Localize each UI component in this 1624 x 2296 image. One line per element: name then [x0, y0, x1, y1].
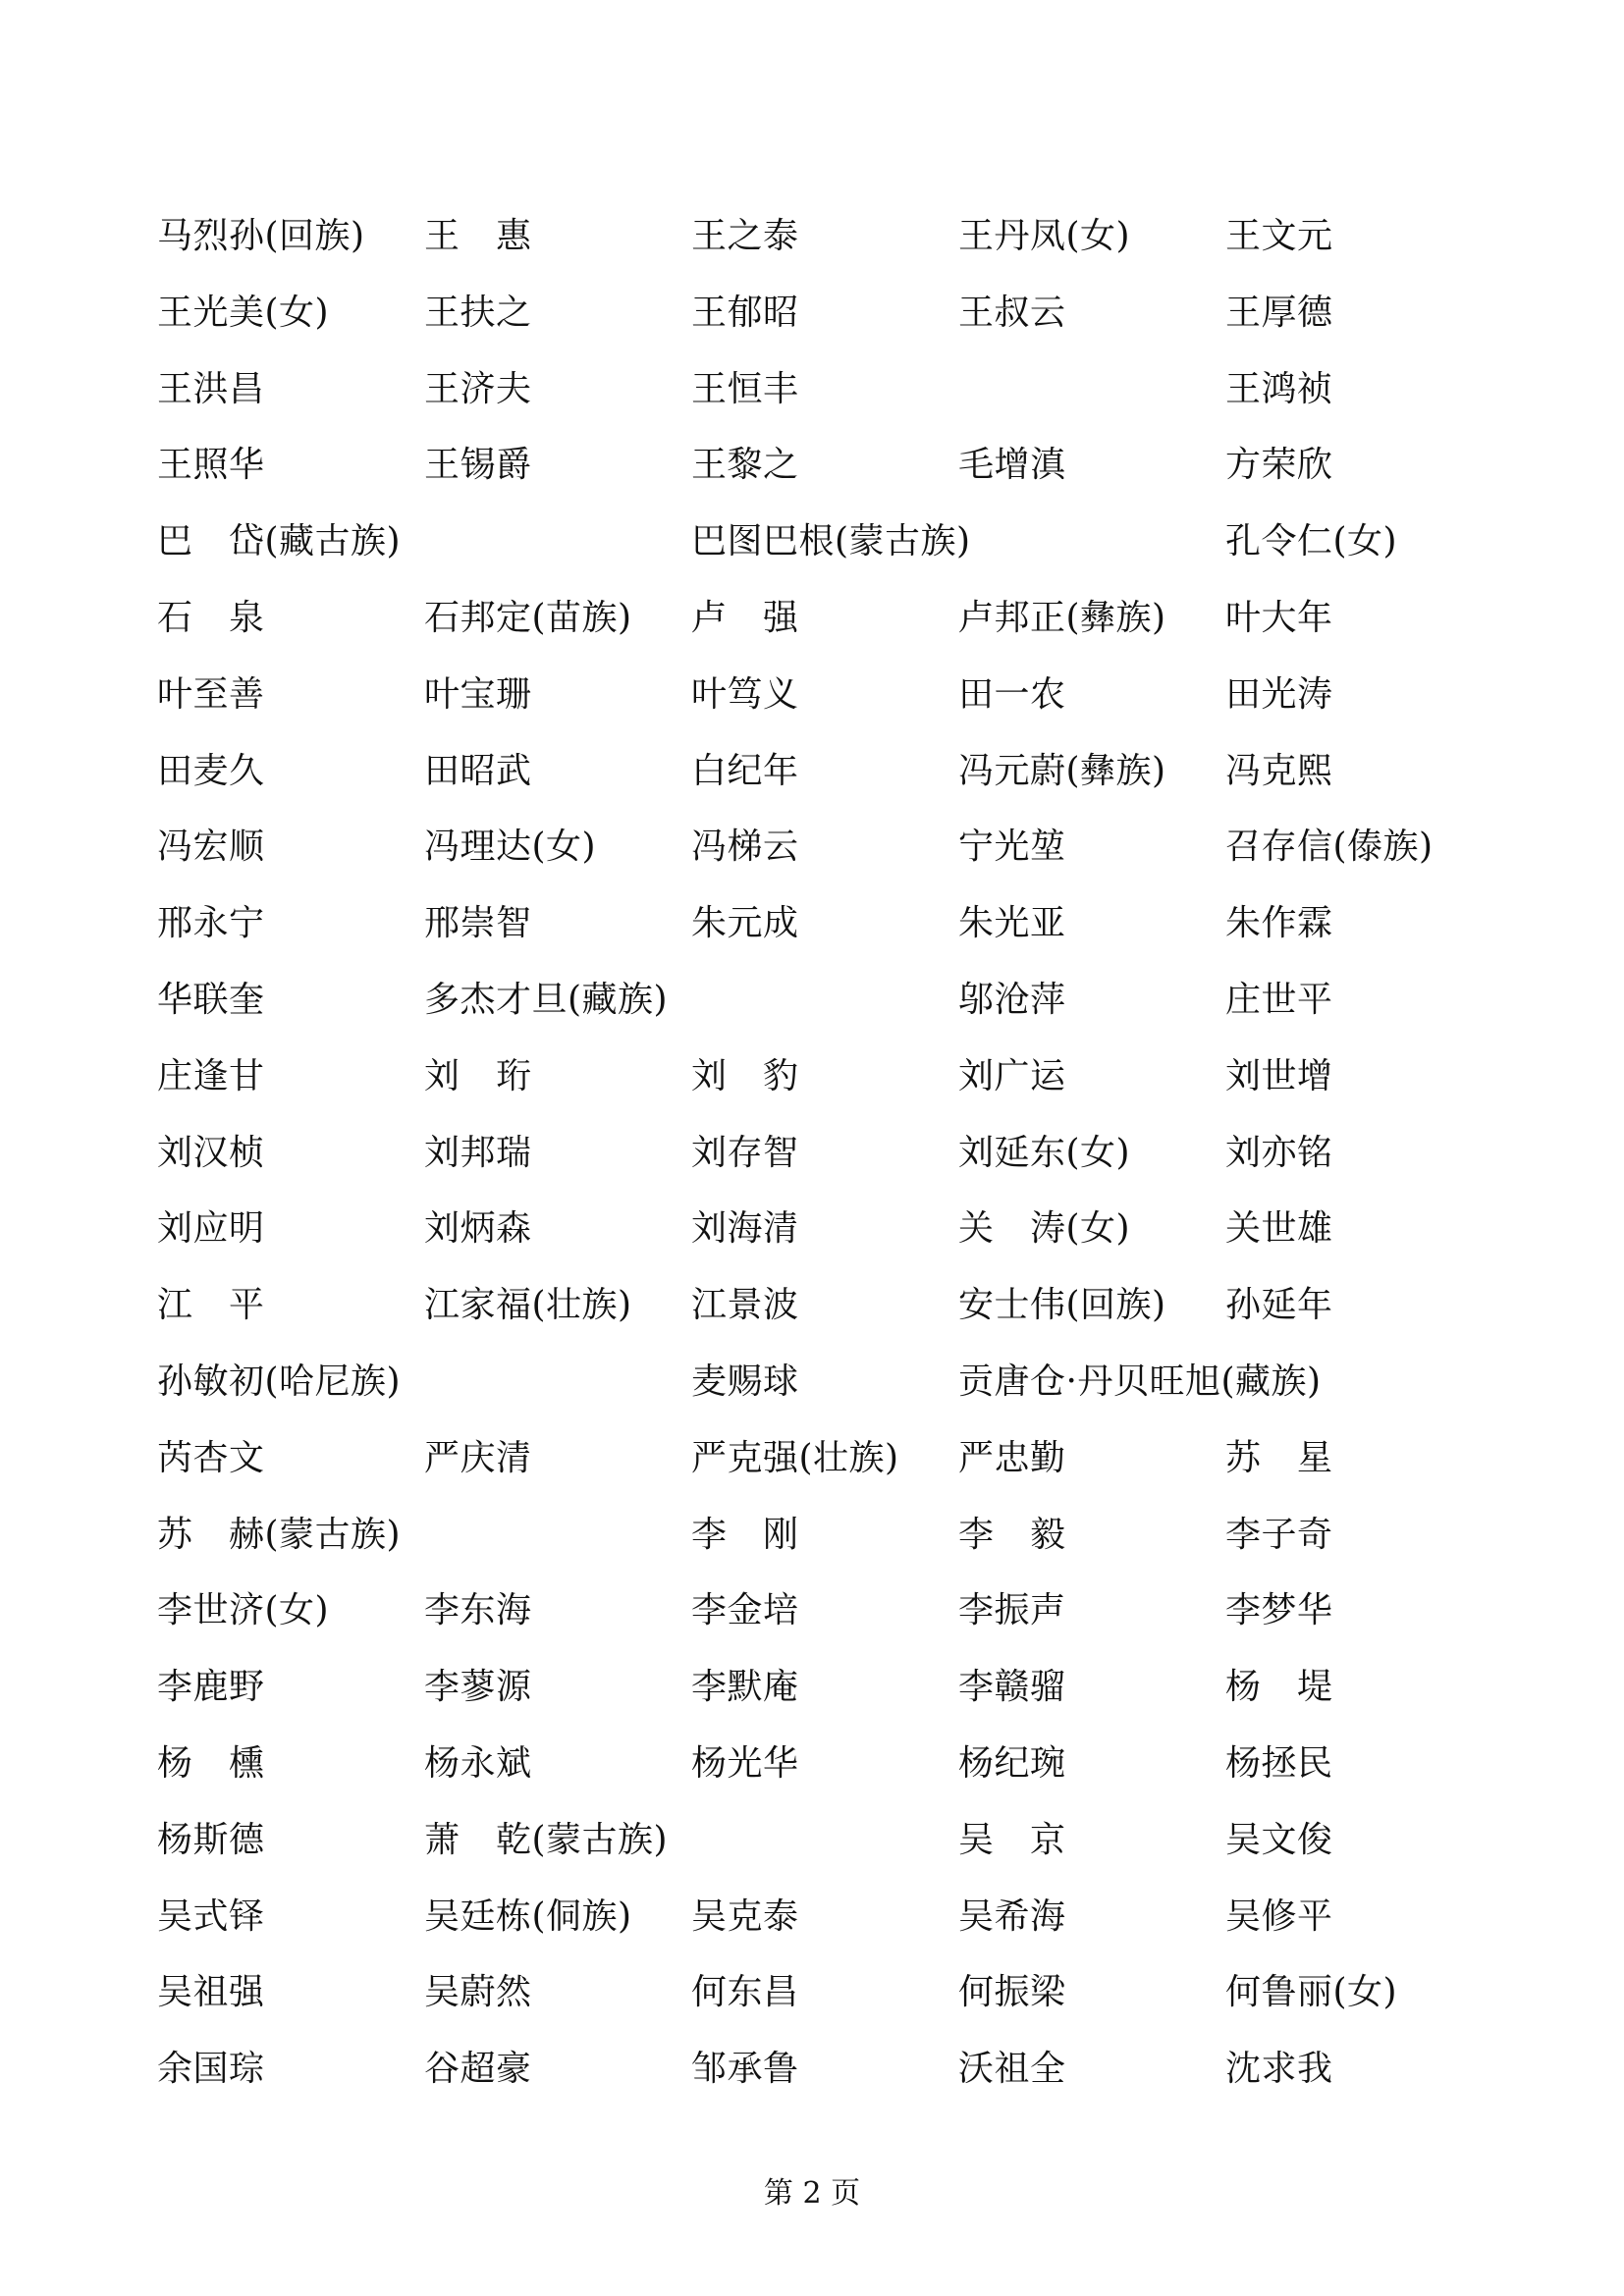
name-entry: 李东海 [424, 1590, 532, 1631]
name-entry: 田麦久 [157, 750, 265, 791]
name-entry: 多杰才旦(藏族) [424, 979, 669, 1020]
name-entry: 田光涛 [1225, 673, 1333, 715]
name-entry: 李蓼源 [424, 1667, 532, 1708]
name-row [157, 201, 1512, 278]
name-entry: 邢永宁 [157, 903, 265, 944]
name-entry: 刘世增 [1225, 1055, 1333, 1096]
name-entry: 宁光堃 [958, 827, 1066, 868]
name-entry: 萧 乾(蒙古族) [424, 1819, 669, 1860]
name-entry: 刘应明 [157, 1208, 265, 1250]
name-entry: 朱作霖 [1225, 903, 1333, 944]
name-entry: 王郁昭 [691, 292, 799, 333]
name-row [157, 1041, 1512, 1118]
name-entry: 毛增滇 [958, 445, 1066, 486]
name-entry: 田昭武 [424, 750, 532, 791]
name-entry: 何东昌 [691, 1972, 799, 2013]
name-row [157, 354, 1512, 431]
name-entry: 刘汉桢 [157, 1132, 265, 1173]
name-entry: 邢崇智 [424, 903, 532, 944]
name-entry: 白纪年 [691, 750, 799, 791]
name-row [157, 1652, 1512, 1729]
name-entry: 吴式铎 [157, 1896, 265, 1937]
name-entry: 孔令仁(女) [1225, 521, 1398, 562]
name-entry: 沈求我 [1225, 2049, 1333, 2090]
name-entry: 冯宏顺 [157, 827, 265, 868]
name-entry: 冯克熙 [1225, 750, 1333, 791]
name-entry: 王 惠 [424, 216, 532, 256]
name-entry: 麦赐球 [691, 1361, 799, 1402]
name-entry: 杨光华 [691, 1742, 799, 1784]
name-entry: 关 涛(女) [958, 1208, 1131, 1250]
name-entry: 石 泉 [157, 597, 265, 638]
name-entry: 江 平 [157, 1285, 265, 1326]
name-entry: 吴克泰 [691, 1896, 799, 1937]
name-entry: 王光美(女) [157, 292, 330, 333]
name-entry: 何振梁 [958, 1972, 1066, 2013]
name-entry: 庄世平 [1225, 979, 1333, 1020]
name-entry: 谷超豪 [424, 2049, 532, 2090]
name-entry: 江景波 [691, 1285, 799, 1326]
name-entry: 冯梯云 [691, 827, 799, 868]
name-entry: 王照华 [157, 445, 265, 486]
name-entry: 刘存智 [691, 1132, 799, 1173]
name-row [157, 1118, 1512, 1195]
name-entry: 李 毅 [958, 1514, 1066, 1555]
name-entry: 巴图巴根(蒙古族) [691, 521, 971, 562]
name-entry: 苏 赫(蒙古族) [157, 1514, 402, 1555]
name-entry: 吴祖强 [157, 1972, 265, 2013]
name-entry: 庄逢甘 [157, 1055, 265, 1096]
name-row [157, 1575, 1512, 1652]
name-entry: 王锡爵 [424, 445, 532, 486]
name-entry: 刘邦瑞 [424, 1132, 532, 1173]
name-entry: 刘延东(女) [958, 1132, 1131, 1173]
name-entry: 王扶之 [424, 292, 532, 333]
name-entry: 王之泰 [691, 216, 799, 256]
name-entry: 巴 岱(藏古族) [157, 521, 402, 562]
name-entry: 王洪昌 [157, 368, 265, 409]
name-entry: 卢 强 [691, 597, 799, 638]
page-number: 第 2 页 [763, 2176, 861, 2211]
name-row [157, 1729, 1512, 1805]
name-entry: 杨斯德 [157, 1819, 265, 1860]
name-row [157, 660, 1512, 736]
name-entry: 叶至善 [157, 673, 265, 715]
name-entry: 王丹凤(女) [958, 216, 1131, 256]
name-entry: 吴蔚然 [424, 1972, 532, 2013]
name-entry: 李 刚 [691, 1514, 799, 1555]
name-entry: 冯理达(女) [424, 827, 597, 868]
name-entry: 杨纪琬 [958, 1742, 1066, 1784]
name-row [157, 965, 1512, 1041]
name-entry: 华联奎 [157, 979, 265, 1020]
name-entry: 李振声 [958, 1590, 1066, 1631]
name-entry: 朱光亚 [958, 903, 1066, 944]
name-entry: 李梦华 [1225, 1590, 1333, 1631]
name-entry: 李金培 [691, 1590, 799, 1631]
name-entry: 王厚德 [1225, 292, 1333, 333]
name-entry: 朱元成 [691, 903, 799, 944]
name-entry: 吴廷栋(侗族) [424, 1896, 632, 1937]
name-entry: 江家福(壮族) [424, 1285, 632, 1326]
name-entry: 方荣欣 [1225, 445, 1333, 486]
name-entry: 苏 星 [1225, 1437, 1333, 1478]
name-entry: 吴希海 [958, 1896, 1066, 1937]
name-entry: 严庆清 [424, 1437, 532, 1478]
name-entry: 刘广运 [958, 1055, 1066, 1096]
name-row [157, 812, 1512, 888]
name-entry: 刘炳森 [424, 1208, 532, 1250]
name-entry: 芮杏文 [157, 1437, 265, 1478]
name-entry: 安士伟(回族) [958, 1285, 1166, 1326]
name-entry: 李默庵 [691, 1667, 799, 1708]
name-row [157, 1194, 1512, 1270]
name-entry: 邬沧萍 [958, 979, 1066, 1020]
name-entry: 严克强(壮族) [691, 1437, 899, 1478]
name-row [157, 1423, 1512, 1500]
name-entry: 刘海清 [691, 1208, 799, 1250]
name-entry: 李子奇 [1225, 1514, 1333, 1555]
name-entry: 叶笃义 [691, 673, 799, 715]
name-entry: 刘亦铭 [1225, 1132, 1333, 1173]
name-entry: 田一农 [958, 673, 1066, 715]
name-entry: 余国琮 [157, 2049, 265, 2090]
name-entry: 杨拯民 [1225, 1742, 1333, 1784]
name-row [157, 1500, 1512, 1576]
name-entry: 王叔云 [958, 292, 1066, 333]
name-entry: 石邦定(苗族) [424, 597, 632, 638]
name-row [157, 430, 1512, 507]
name-entry: 严忠勤 [958, 1437, 1066, 1478]
name-entry: 王鸿祯 [1225, 368, 1333, 409]
name-entry: 吴 京 [958, 1819, 1066, 1860]
name-entry: 李赣骝 [958, 1667, 1066, 1708]
name-row [157, 1347, 1512, 1423]
name-entry: 孙延年 [1225, 1285, 1333, 1326]
name-entry: 杨 堤 [1225, 1667, 1333, 1708]
name-entry: 杨 櫄 [157, 1742, 265, 1784]
name-row [157, 888, 1512, 965]
name-entry: 冯元蔚(彝族) [958, 750, 1166, 791]
name-entry: 李世济(女) [157, 1590, 330, 1631]
name-entry: 马烈孙(回族) [157, 216, 365, 256]
name-entry: 杨永斌 [424, 1742, 532, 1784]
name-row [157, 1270, 1512, 1347]
name-row [157, 507, 1512, 583]
name-entry: 王文元 [1225, 216, 1333, 256]
name-entry: 关世雄 [1225, 1208, 1333, 1250]
name-row [157, 2034, 1512, 2110]
name-entry: 李鹿野 [157, 1667, 265, 1708]
name-entry: 叶大年 [1225, 597, 1333, 638]
name-entry: 刘 珩 [424, 1055, 532, 1096]
name-entry: 王恒丰 [691, 368, 799, 409]
name-row [157, 1957, 1512, 2034]
name-row [157, 278, 1512, 354]
name-entry: 王济夫 [424, 368, 532, 409]
name-row [157, 1805, 1512, 1882]
name-entry: 吴文俊 [1225, 1819, 1333, 1860]
name-row [157, 583, 1512, 660]
name-entry: 贡唐仓·丹贝旺旭(藏族) [958, 1361, 1322, 1402]
name-list [157, 201, 1512, 2110]
name-entry: 吴修平 [1225, 1896, 1333, 1937]
name-row [157, 1882, 1512, 1958]
name-entry: 孙敏初(哈尼族) [157, 1361, 402, 1402]
name-entry: 王黎之 [691, 445, 799, 486]
name-entry: 叶宝珊 [424, 673, 532, 715]
name-entry: 刘 豹 [691, 1055, 799, 1096]
name-row [157, 736, 1512, 813]
name-entry: 卢邦正(彝族) [958, 597, 1166, 638]
name-entry: 沃祖全 [958, 2049, 1066, 2090]
name-entry: 何鲁丽(女) [1225, 1972, 1398, 2013]
name-entry: 邹承鲁 [691, 2049, 799, 2090]
name-entry: 召存信(傣族) [1225, 827, 1434, 868]
